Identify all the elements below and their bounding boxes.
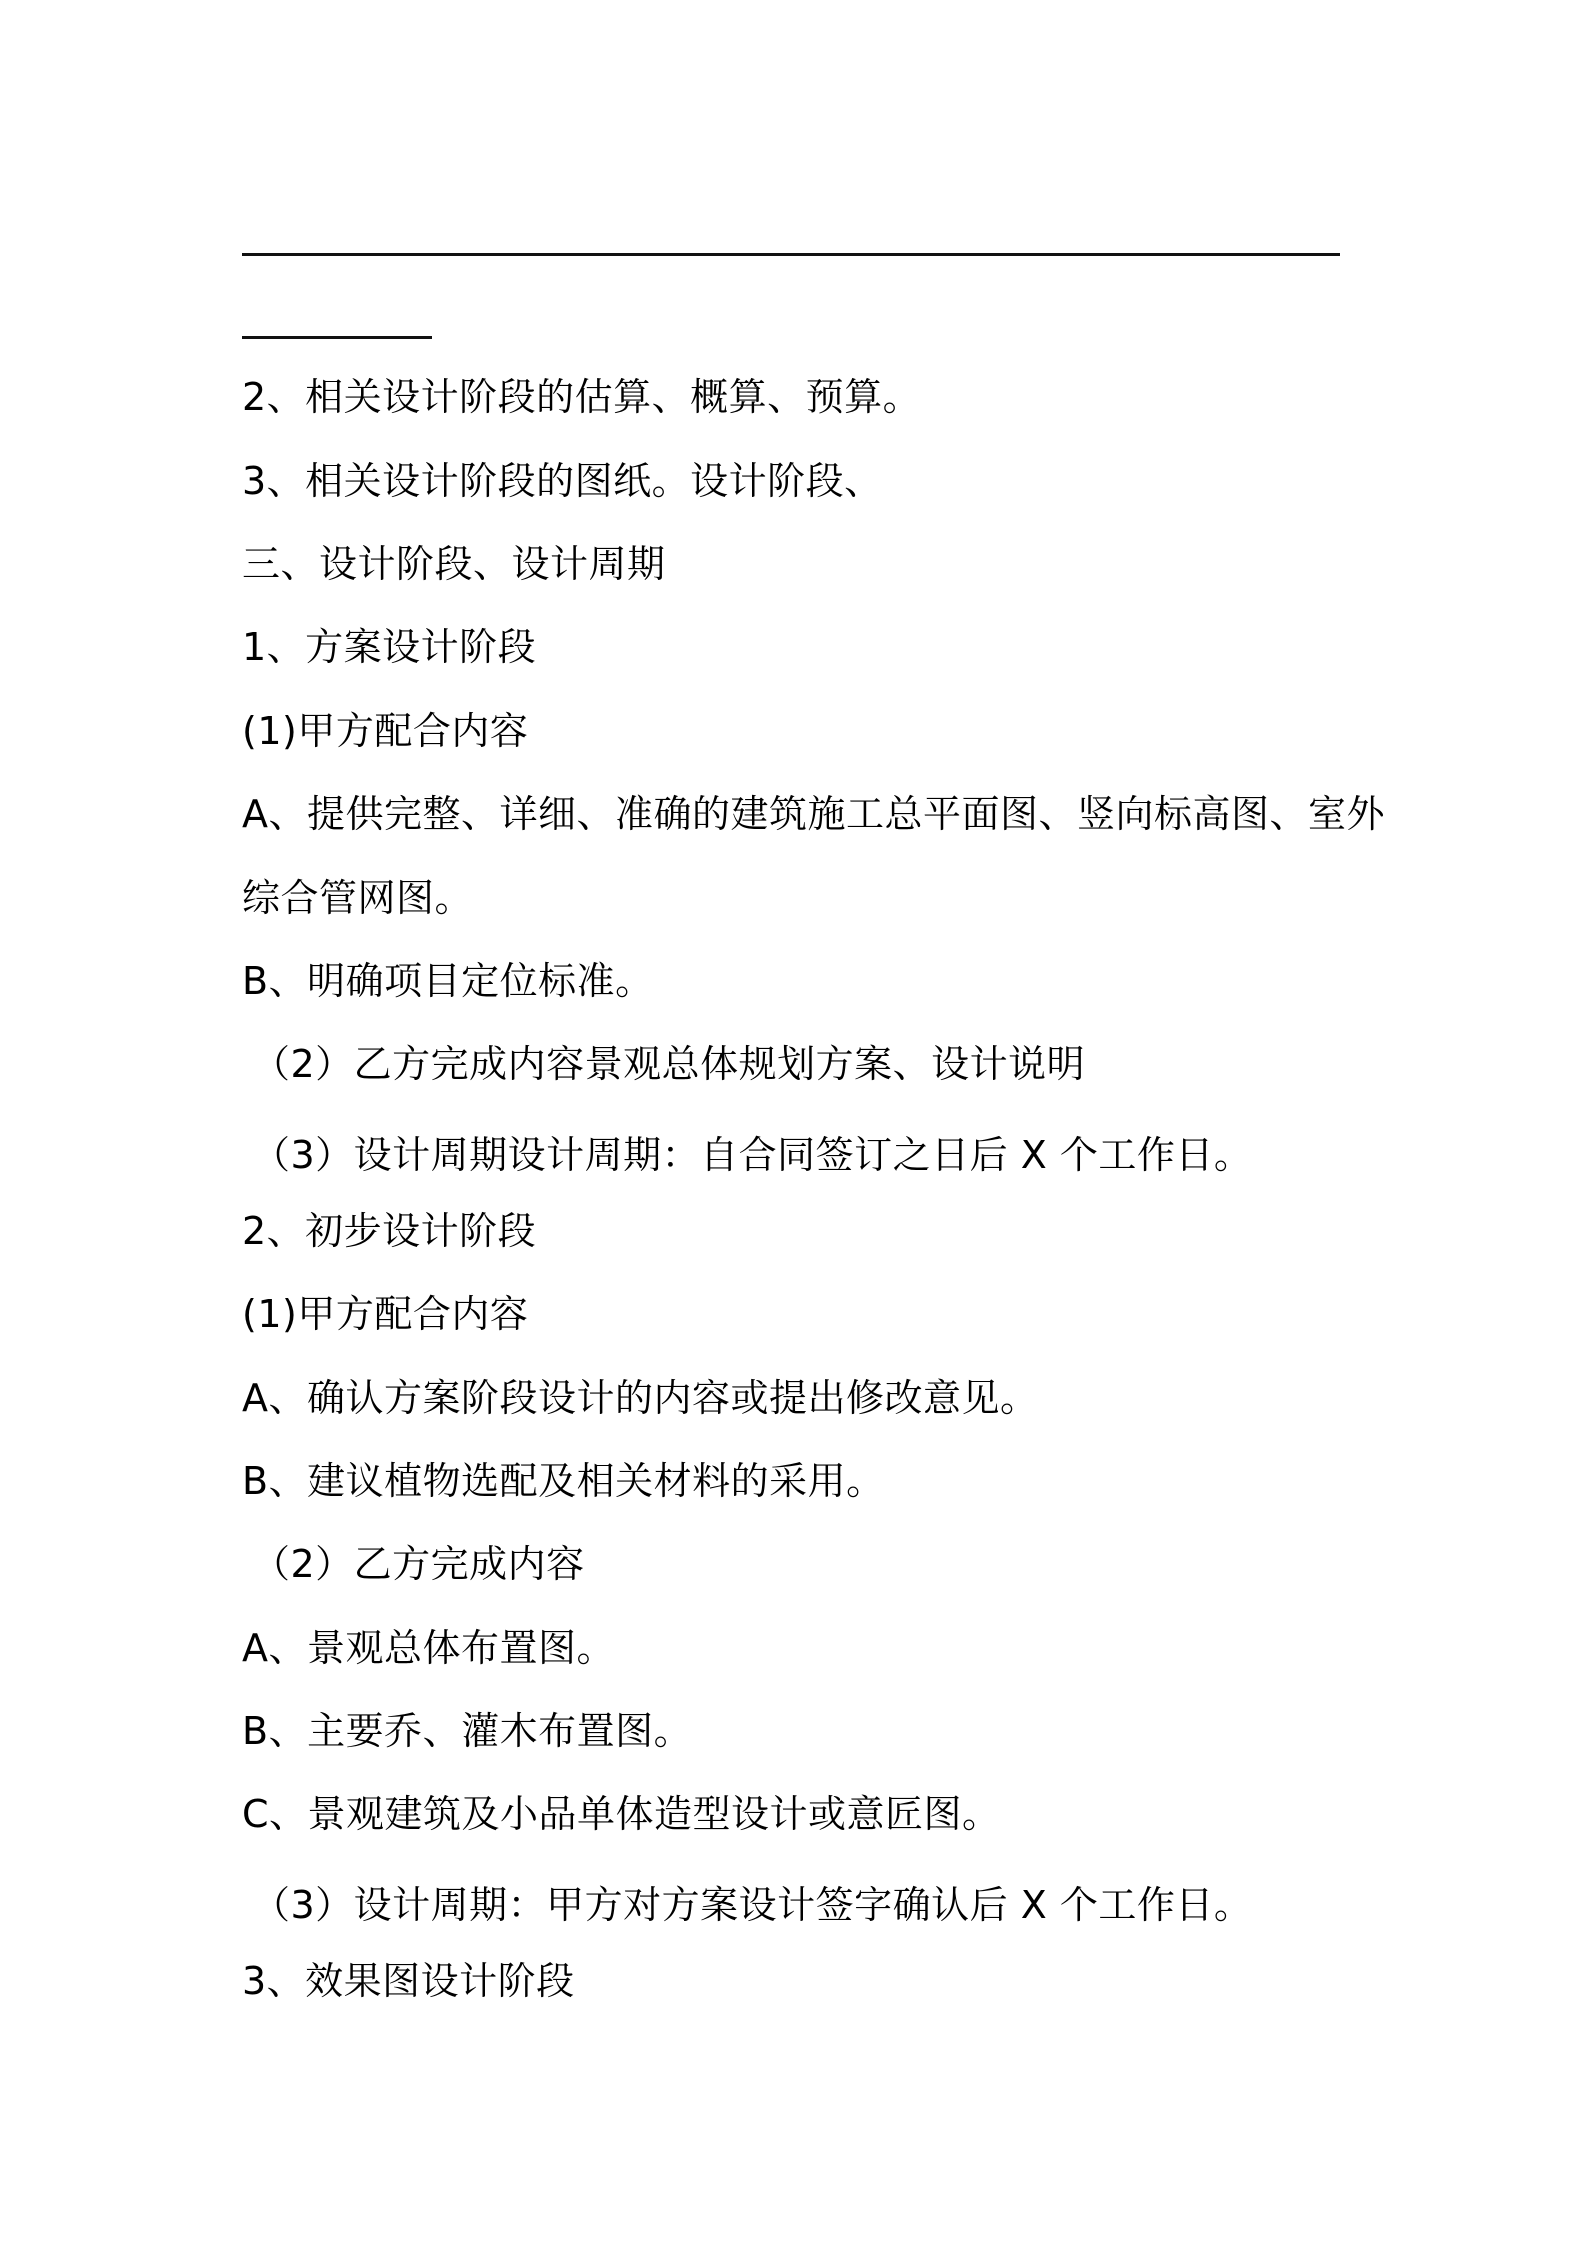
paragraph-line: A、确认方案阶段设计的内容或提出修改意见。 (242, 1376, 1039, 1420)
paragraph-line: (1)甲方配合内容 (242, 1292, 529, 1336)
paragraph-line: 综合管网图。 (242, 876, 474, 920)
paragraph-line: A、提供完整、详细、准确的建筑施工总平面图、竖向标高图、室外 (242, 792, 1385, 836)
paragraph-line: （3）设计周期设计周期：自合同签订之日后 X 个工作日。 (252, 1133, 1253, 1177)
paragraph-line: B、建议植物选配及相关材料的采用。 (242, 1459, 885, 1503)
paragraph-line: A、景观总体布置图。 (242, 1626, 615, 1670)
paragraph-line: (1)甲方配合内容 (242, 709, 529, 753)
paragraph-line: （2）乙方完成内容 (252, 1542, 585, 1586)
paragraph-line: （2）乙方完成内容景观总体规划方案、设计说明 (252, 1042, 1086, 1086)
subsection-heading: 3、效果图设计阶段 (242, 1959, 575, 2003)
paragraph-line: B、明确项目定位标准。 (242, 959, 654, 1003)
subsection-heading: 1、方案设计阶段 (242, 625, 537, 669)
blank-fill-line-continued (242, 336, 432, 339)
section-heading: 三、设计阶段、设计周期 (242, 542, 666, 586)
paragraph-line: 2、相关设计阶段的估算、概算、预算。 (242, 375, 922, 419)
paragraph-line: 3、相关设计阶段的图纸。设计阶段、 (242, 459, 883, 503)
subsection-heading: 2、初步设计阶段 (242, 1209, 537, 1253)
paragraph-line: C、景观建筑及小品单体造型设计或意匠图。 (242, 1792, 1001, 1836)
paragraph-line: B、主要乔、灌木布置图。 (242, 1709, 693, 1753)
paragraph-line: （3）设计周期：甲方对方案设计签字确认后 X 个工作日。 (252, 1883, 1253, 1927)
blank-fill-line (242, 253, 1340, 256)
